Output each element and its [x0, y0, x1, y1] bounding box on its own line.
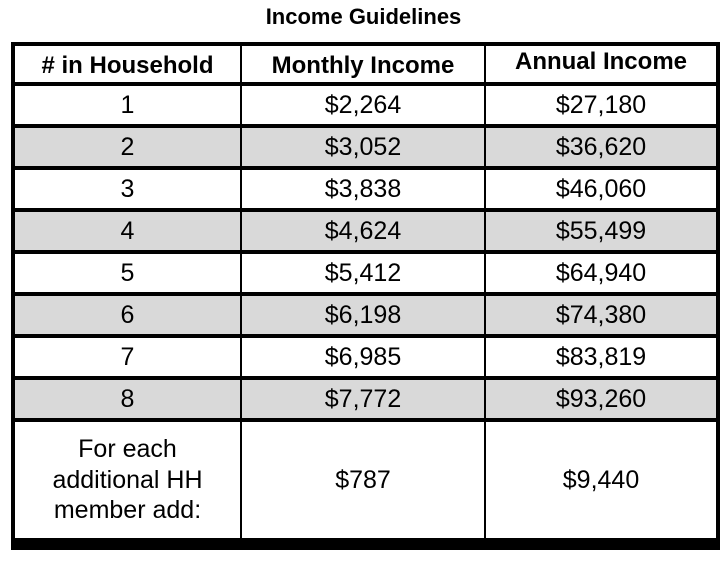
household-size-cell: 8 [15, 380, 240, 418]
annual-income-cell: $83,819 [486, 338, 716, 376]
monthly-income-cell: $6,985 [242, 338, 484, 376]
annual-income-cell: $74,380 [486, 296, 716, 334]
monthly-income-cell: $4,624 [242, 212, 484, 250]
household-size-cell: 5 [15, 254, 240, 292]
page-title: Income Guidelines [265, 4, 462, 29]
monthly-income-cell: $6,198 [242, 296, 484, 334]
annual-income-cell: $27,180 [486, 86, 716, 124]
household-size-cell: 7 [15, 338, 240, 376]
additional-member-label: For each additional HH member add: [15, 422, 240, 538]
monthly-income-cell: $2,264 [242, 86, 484, 124]
annual-income-cell: $64,940 [486, 254, 716, 292]
annual-income-cell: $36,620 [486, 128, 716, 166]
income-guidelines-table [11, 42, 720, 550]
additional-member-annual: $9,440 [486, 422, 716, 538]
monthly-income-cell: $5,412 [242, 254, 484, 292]
monthly-income-cell: $3,052 [242, 128, 484, 166]
monthly-income-cell: $7,772 [242, 380, 484, 418]
header-annual-income: Annual Income [486, 46, 716, 82]
table-grid [15, 46, 716, 546]
household-size-cell: 6 [15, 296, 240, 334]
household-size-cell: 2 [15, 128, 240, 166]
household-size-cell: 4 [15, 212, 240, 250]
additional-member-monthly: $787 [242, 422, 484, 538]
annual-income-cell: $55,499 [486, 212, 716, 250]
household-size-cell: 3 [15, 170, 240, 208]
annual-income-cell: $46,060 [486, 170, 716, 208]
monthly-income-cell: $3,838 [242, 170, 484, 208]
annual-income-cell: $93,260 [486, 380, 716, 418]
header-household: # in Household [15, 46, 240, 82]
household-size-cell: 1 [15, 86, 240, 124]
header-monthly-income: Monthly Income [242, 46, 484, 82]
